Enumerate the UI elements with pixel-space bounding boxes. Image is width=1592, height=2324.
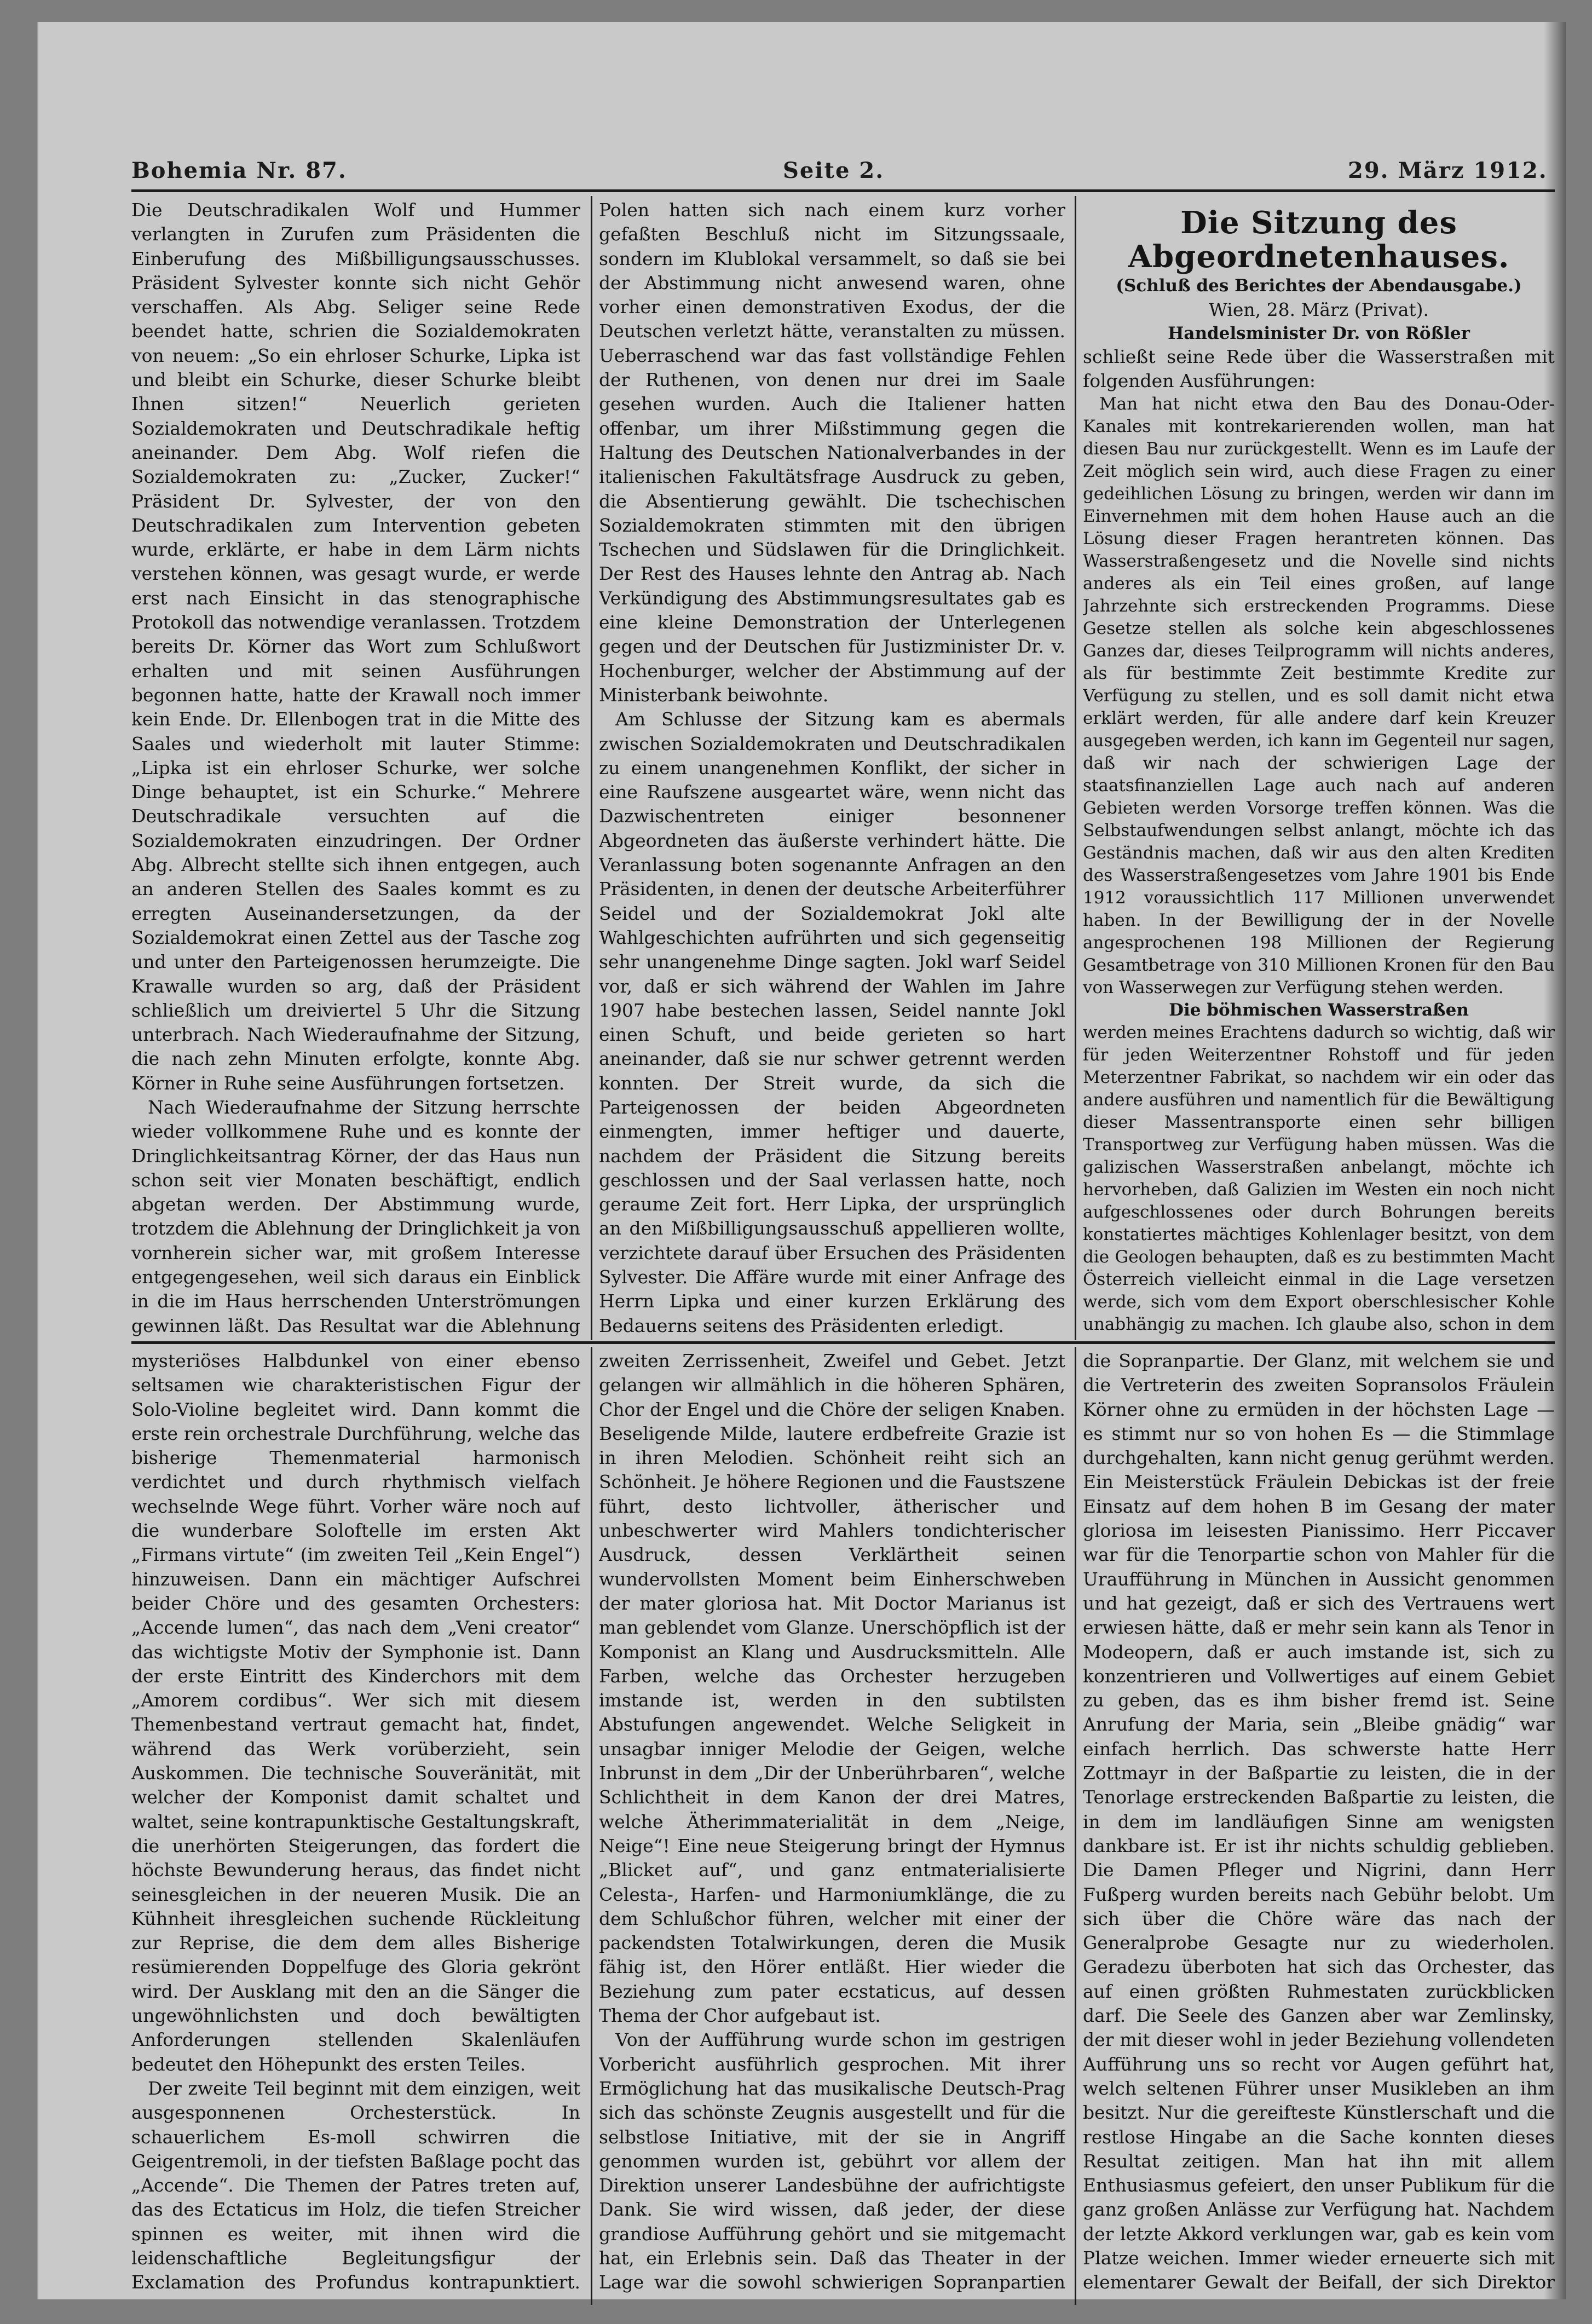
column-divider [591, 196, 592, 1340]
newspaper-page [37, 22, 1566, 2299]
paragraph: die Sopranpartie. Der Glanz, mit welchem sie und die Vertreterin des zweiten Sopransolos Fräulein Körner ohne zu ermüden in der höchsten Lage — es stimmt nur so von hohen Es — die Stimmlage durchgehalten, kann nicht genug gerühmt werden. Ein Meisterstück Fräulein Debickas ist der freie Einsatz auf dem hohen B im Gesang der mater gloriosa im leisesten Pianissimo. Herr Piccaver war für die Tenorpartie schon von Mahler für die Uraufführung in München in Aussicht genommen und hat gezeigt, daß er sich des Vertrauens wert erwiesen hätte, daß er mehr sein kann als Tenor in Modeopern, daß er auch imstande ist, sich zu konzentrieren und Vollwertiges auf einem Gebiet zu geben, das es ihm bisher fremd ist. Seine Anrufung der Maria, sein „Bleibe gnädig“ war einfach herrlich. Das schwerste hatte Herr Zottmayr in der Baßpartie zu leisten, die in der Tenorlage erstreckenden Baßpartie zu leisten, die in dem im landläufigen Sinne am wenigsten dankbare ist. Er ist ihr nichts schuldig geblieben. Die Damen Pfleger und Nigrini, dann Herr Fußperg wurden bereits nach Gebühr belobt. Um sich über die Chöre wäre das nach der Generalprobe Gesagte nur zu wiederholen. Geradezu überboten hat sich das Orchester, das auf einen größten Ruhmestaten zurückblicken darf. Die Seele des Ganzen aber war Zemlinsky, der mit dieser wohl in jeder Beziehung vollendeten Aufführung uns so recht vor Augen geführt hat, welch seltenen Führer unser Musikleben an ihm besitzt. Nur die gereifteste Künstlerschaft und die restlose Hingabe an die Sache konnten dieses Resultat zeitigen. Man hat ihn mit allem Enthusiasmus gefeiert, den unser Publikum für die ganz großen Anlässe zur Verfügung hat. Nachdem der letzte Akkord verklungen war, gab es kein vom Platze weichen. Immer wieder erneuerte sich mit elementarer Gewalt der Beifall, der sich Direktor [1083, 1350, 1555, 2293]
article-title: Die Sitzung des Abgeordnetenhauses. [1128, 206, 1510, 275]
header-date: 29. März 1912. [1348, 158, 1548, 183]
column-divider [591, 1347, 592, 2305]
feuilleton-column-1 [131, 1349, 580, 2296]
column-divider [1075, 196, 1076, 1340]
paragraph: Von der Aufführung wurde schon im gestrigen Vorbericht ausführlich gesprochen. Mit ihrer Ermöglichung hat das musikalische Deutsch-Prag sich das schönste Zeugnis ausgestellt und für die selbstlose Initiative, mit der sie in Angriff genommen wurden ist, gebührt vor allem der Direktion unserer Landesbühne der aufrichtigste Dank. Sie wird wissen, daß jeder, der diese grandiose Aufführung gehört und sie mitgemacht hat, ein Erlebnis sein. Daß das Theater in der Lage war die sowohl schwierigen Sopranpartien [599, 2029, 1065, 2293]
speaker-heading: Handelsminister Dr. von Rößler [1168, 323, 1470, 343]
paragraph: werden meines Erachtens dadurch so wichtig, daß wir für jeden Weiterzentner Rohstoff und für jeden Meterzentner Fabrikat, so nachdem wir ein oder das andere ausführen und namentlich für die Bewältigung dieser Massentransporte einen sehr billigen Transportweg zur Verfügung haben müssen. Was die galizischen Wasserstraßen anbelangt, möchte ich hervorheben, daß Galizien im Westen ein noch nicht aufgeschlossenes oder durch Bohrungen bereits konstatiertes mächtiges Kohlenlager besitzt, von dem die Geologen behaupten, daß es zu bestimmten Macht Österreich vielleicht einmal in die Lage versetzen werde, sich vom dem Export oberschlesischer Kohle unabhängig zu machen. Ich glaube also, schon in dem [1083, 1023, 1555, 1335]
paragraph: Am Schlusse der Sitzung kam es abermals zwischen Sozialdemokraten und Deutschradikalen zu einem unangenehmen Konflikt, der sicher in eine Raufszene ausgeartet wäre, wenn nicht das Dazwischentreten einiger besonnener Abgeordneten das äußerste verhindert hätte. Die Veranlassung boten sogenannte Anfragen an den Präsidenten, in denen der deutsche Arbeiterführer Seidel und der Sozialdemokrat Jokl alte Wahlgeschichten aufrührten und sich gegenseitig sehr unangenehme Dinge sagten. Jokl warf Seidel vor, daß er sich während der Wahlen im Jahre 1907 habe bestechen lassen, Seidel nannte Jokl einen Schuft, und beide gerieten so hart aneinander, daß sie nur schwer getrennt werden konnten. Der Streit wurde, da sich die Parteigenossen der beiden Abgeordneten einmengten, immer heftiger und dauerte, nachdem der Präsident die Sitzung bereits geschlossen und der Saal verlassen hatte, noch geraume Zeit fort. Herr Lipka, der ursprünglich an den Mißbilligungsausschuß appellieren wollte, verzichtete darauf über Ersuchen des Präsidenten Sylvester. Die Affäre wurde mit einer Anfrage des Herrn Lipka und einer kurzen Erklärung des Bedauerns seitens des Präsidenten erledigt. [599, 708, 1065, 1336]
paragraph: Nach Wiederaufnahme der Sitzung herrschte wieder vollkommene Ruhe und es konnte der Dringlichkeitsantrag Körner, der das Haus nun schon seit vier Monaten beschäftigt, endlich abgetan werden. Der Abstimmung wurde, trotzdem die Ablehnung der Dringlichkeit ja von vornherein sicher war, mit großem Interesse entgegengesehen, weil sich daraus ein Einblick in die im Haus herrschenden Unterströmungen gewinnen läßt. Das Resultat war die Ablehnung [131, 1096, 580, 1336]
header-issue: Bohemia Nr. 87. [131, 158, 347, 183]
paragraph: Der zweite Teil beginnt mit dem einzigen, weit ausgesponnenen Orchesterstück. In schauerlichem Es-moll schwirren die Geigentremoli, in der tiefsten Baßlage pocht das „Accende“. Die Themen der Patres treten auf, das des Ectaticus im Holz, die tiefen Streicher spinnen es weiter, mit ihnen wird die leidenschaftliche Begleitungsfigur der Exclamation des Profundus kontrapunktiert. [131, 2077, 580, 2293]
paragraph: schließt seine Rede über die Wasserstraßen mit folgenden Ausführungen: [1083, 345, 1555, 391]
paragraph: zweiten Zerrissenheit, Zweifel und Gebet. Jetzt gelangen wir allmählich in die höheren Sphären, Chor der Engel und die Chöre der seligen Knaben. Beseligende Milde, lautere erdbefreite Grazie ist in ihren Melodien. Schönheit reiht sich an Schönheit. Je höhere Regionen und die Faustszene führt, desto lichtvoller, ätherischer und unbeschwerter wird Mahlers tondichterischer Ausdruck, dessen Verklärtheit seinen wundervollsten Moment beim Einherschweben der mater gloriosa hat. Mit Doctor Marianus ist man geblendet vom Glanze. Unerschöpflich ist der Komponist an Klang und Ausdrucksmitteln. Alle Farben, welche das Orchester herzugeben imstande ist, werden in den subtilsten Abstufungen angewendet. Welche Seligkeit in unsagbar inniger Melodie der Geigen, welche Inbrunst in dem „Dir der Unberührbaren“, welche Schlichtheit in dem Kanon der drei Matres, welche Ätherimmaterialität in dem „Neige, Neige“! Eine neue Steigerung bringt der Hymnus „Blicket auf“, und ganz entmaterialisierte Celesta-, Harfen- und Harmoniumklänge, die zu dem Schlußchor führen, welcher mit einer der packendsten Totalwirkungen, deren die Musik fähig ist, den Hörer entläßt. Hier wieder die Beziehung zum pater ecstaticus, auf dessen Thema der Chor aufgebaut ist. [599, 1350, 1065, 2027]
paragraph: mysteriöses Halbdunkel von einer ebenso seltsamen wie charakteristischen Figur der Solo-Violine begleitet wird. Dann kommt die erste rein orchestrale Durchführung, welche das bisherige Themenmaterial harmonisch verdichtet und durch rhythmisch vielfach wechselnde Wege führt. Vorher wäre noch auf die wunderbare Soloftelle im ersten Akt „Firmans virtute“ (im zweiten Teil „Kein Engel“) hinzuweisen. Dann ein mächtiger Aufschrei beider Chöre und des gesamten Orchesters: „Accende lumen“, das nach dem „Veni creator“ das wichtigste Motiv der Symphonie ist. Dann der erste Eintritt des Kinderchors mit dem „Amorem cordibus“. Wer sich mit diesem Themenbestand vertraut gemacht hat, findet, während das Werk vorüberzieht, sein Auskommen. Die technische Souveränität, mit welcher der Komponist damit schaltet und waltet, seine kontrapunktische Gestaltungskraft, die unerhörten Steigerungen, das fordert die höchste Bewunderung heraus, das findet nicht seinesgleichen in der neueren Musik. Die an Kühnheit ihresgleichen suchende Rückleitung zur Reprise, die dem dem alles Bisherige resümierenden Doppelfuge des Gloria gekrönt wird. Der Ausklang mit den an die Sänger die ungewöhnlichsten und doch bewältigten Anforderungen stellenden Skalenläufen bedeutet den Höhepunkt des ersten Teiles. [131, 1350, 580, 2075]
feuilleton-column-3 [1083, 1349, 1555, 2296]
paragraph: Man hat nicht etwa den Bau des Donau-Oder-Kanales mit kontrekarierenden wollen, man hat diesen Bau nur zurückgestellt. Wenn es im Laufe der Zeit möglich sein wird, auch diese Fragen zu einer gedeihlichen Lösung zu bringen, werden wir dann im Einvernehmen mit dem hohen Hause auch an die Lösung dieser Fragen herantreten können. Das Wasserstraßengesetz und die Novelle sind nichts anderes als ein Teil eines großen, auf lange Jahrzehnte sich erstreckenden Programms. Diese Gesetze stellen als solche kein abgeschlossenes Ganzes dar, dieses Teilprogramm will nichts anderes, als für bestimmte Zeit bestimmte Kredite zur Verfügung zu stellen, und es soll damit nicht etwa erklärt werden, für alle andere darf kein Kreuzer ausgegeben werden, ich kann im Gegenteil nur sagen, daß wir nach der schwierigen Lage der staatsfinanziellen Lage auch nach auf anderen Gebieten werden Vorsorge treffen können. Was die Selbstaufwendungen selbst anlangt, möchte ich das Geständnis machen, daß wir aus den alten Krediten des Wasserstraßengesetzes vom Jahre 1901 bis Ende 1912 voraussichtlich 117 Millionen unverwendet haben. In der Bewilligung der in der Novelle angesprochenen 198 Millionen der Regierung Gesamtbetrage von 310 Millionen Kronen für den Bau von Wasserwegen zur Verfügung stehen werden. [1083, 394, 1555, 998]
header-rule [131, 189, 1555, 192]
header-page-number: Seite 2. [783, 158, 885, 183]
dateline: Wien, 28. März (Privat). [1208, 299, 1429, 321]
paragraph: Die Deutschradikalen Wolf und Hummer verlangten in Zurufen zum Präsidenten die Einberufung des Mißbilligungsausschusses. Präsident Sylvester konnte sich nicht Gehör verschaffen. Als Abg. Seliger seine Rede beendet hatte, schrien die Sozialdemokraten von neuem: „So ein ehrloser Schurke, Lipka ist und bleibt ein Schurke, dieser Schurke bleibt Ihnen sitzen!“ Neuerlich gerieten Sozialdemokraten und Deutschradikale heftig aneinander. Dem Abg. Wolf riefen die Sozialdemokraten zu: „Zucker, Zucker!“ Präsident Dr. Sylvester, der von den Deutschradikalen zum Intervention gebeten wurde, erklärte, er habe in dem Lärm nichts verstehen können, was gesagt wurde, er werde erst nach Einsicht in das stenographische Protokoll das notwendige veranlassen. Trotzdem bereits Dr. Körner das Wort zum Schlußwort erhalten und mit seinen Ausführungen begonnen hatte, hatte der Krawall noch immer kein Ende. Dr. Ellenbogen trat in die Mitte des Saales und wiederholt mit lauter Stimme: „Lipka ist ein ehrloser Schurke, wer solche Dinge behauptet, ist ein Schurke.“ Mehrere Deutschradikale versuchten auf die Sozialdemokraten einzudringen. Der Ordner Abg. Albrecht stellte sich ihnen entgegen, auch an anderen Stellen des Saales kommt es zu erregten Auseinandersetzungen, da der Sozialdemokrat einen Zettel aus der Tasche zog und unter den Parteigenossen herumzeigte. Die Krawalle wurden so arg, daß der Präsident schließlich um dreiviertel 5 Uhr die Sitzung unterbrach. Nach Wiederaufnahme der Sitzung, die nach zehn Minuten erfolgte, konnte Abg. Körner in Ruhe seine Ausführungen fortsetzen. [131, 199, 580, 1094]
feuilleton-column-2 [599, 1349, 1065, 2296]
article-column-2 [599, 198, 1065, 1337]
subheading: Die böhmischen Wasserstraßen [1169, 1000, 1469, 1020]
article-subtitle: (Schluß des Berichtes der Abendausgabe.) [1116, 276, 1522, 296]
section-rule [131, 1341, 1555, 1344]
article-column-1 [131, 198, 580, 1337]
article-column-3 [1083, 206, 1555, 1337]
column-divider [1075, 1347, 1076, 2305]
paragraph: Polen hatten sich nach einem kurz vorher gefaßten Beschluß nicht im Sitzungssaale, sondern im Klublokal versammelt, so daß sie bei der Abstimmung nicht anwesend waren, ohne vorher einen demonstrativen Exodus, der die Deutschen verletzt hätte, veranstalten zu müssen. Ueberraschend war das fast vollständige Fehlen der Ruthenen, von denen nur drei im Saale gesehen wurden. Auch die Italiener hatten offenbar, um ihrer Mißstimmung gegen die Haltung des Deutschen Nationalverbandes in der italienischen Fakultätsfrage Ausdruck zu geben, die Absentierung gewählt. Die tschechischen Sozialdemokraten stimmten mit den übrigen Tschechen und Südslawen für die Dringlichkeit. Der Rest des Hauses lehnte den Antrag ab. Nach Verkündigung des Abstimmungsresultates gab es eine kleine Demonstration der Unterlegenen gegen und der Deutschen für Justizminister Dr. v. Hochenburger, welcher der Abstimmung auf der Ministerbank beiwohnte. [599, 199, 1065, 706]
